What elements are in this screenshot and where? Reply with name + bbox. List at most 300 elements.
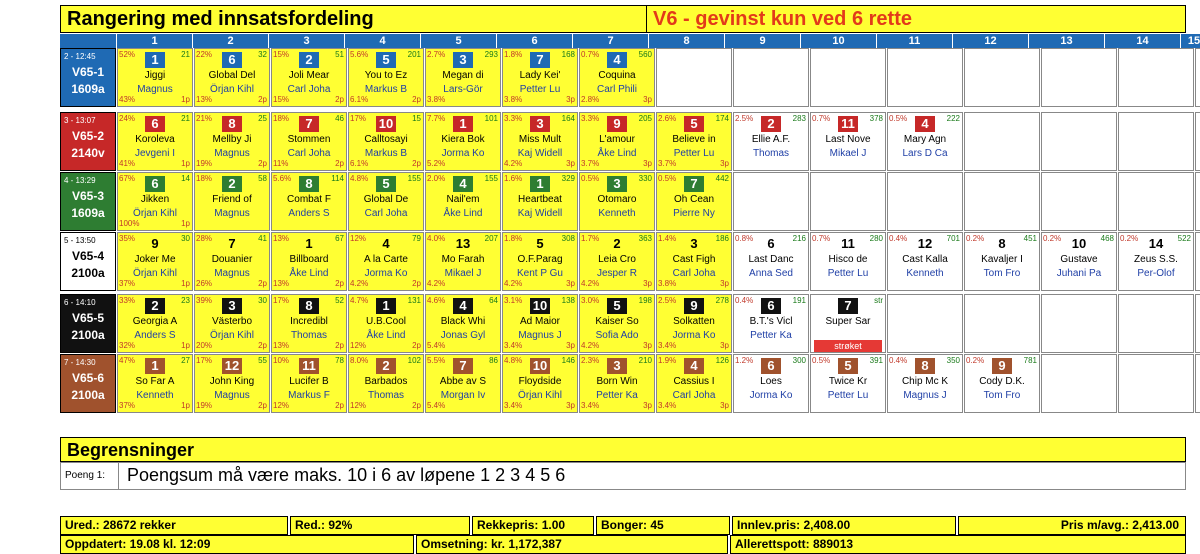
empty-cell[interactable] — [964, 172, 1040, 231]
driver-name: Morgan Iv — [440, 390, 486, 401]
empty-cell[interactable] — [1195, 48, 1200, 107]
points-value: 3p — [566, 159, 575, 168]
bet-percent: 10% — [273, 356, 290, 365]
horse-cell[interactable] — [117, 354, 193, 413]
start-number: 9 — [992, 358, 1012, 374]
rank-number: 442 — [715, 174, 729, 183]
start-number: 3 — [690, 236, 698, 251]
horse-name: Stommen — [287, 134, 331, 145]
distribution-percent: 5.4% — [427, 401, 446, 410]
start-number: 7 — [228, 236, 236, 251]
horse-cell[interactable] — [348, 232, 424, 291]
bet-percent: 17% — [350, 114, 367, 123]
rank-number: 67 — [335, 234, 344, 243]
column-numbers — [60, 34, 1200, 48]
points-value: 2p — [335, 279, 344, 288]
horse-name: A la Carte — [364, 254, 408, 265]
empty-cell[interactable] — [656, 48, 732, 107]
driver-name: Åke Lind — [289, 268, 329, 279]
distribution-percent: 5.2% — [427, 159, 446, 168]
horse-cell[interactable] — [810, 354, 886, 413]
horse-name: Global De — [363, 194, 409, 205]
rank-number: 51 — [335, 50, 344, 59]
start-number: 10 — [530, 358, 550, 374]
column-number-13: 13 — [1029, 34, 1105, 48]
rank-number: 58 — [258, 174, 267, 183]
start-number: 10 — [1071, 236, 1087, 251]
bet-percent: 0.2% — [1120, 234, 1139, 243]
race-time: 4 - 13:29 — [64, 176, 96, 185]
horse-cell[interactable] — [502, 48, 578, 107]
driver-name: Jorma Ko — [364, 268, 408, 279]
race-row — [60, 48, 1186, 107]
bet-percent: 4.8% — [350, 174, 369, 183]
bet-percent: 0.2% — [1043, 234, 1062, 243]
horse-cell[interactable] — [271, 354, 347, 413]
bet-percent: 47% — [119, 356, 136, 365]
horse-cell[interactable] — [502, 294, 578, 353]
empty-cell[interactable] — [1195, 354, 1200, 413]
restrictions-heading: Begrensninger — [60, 437, 1186, 462]
rank-number: 293 — [484, 50, 498, 59]
horse-name: Solkatten — [673, 316, 715, 327]
start-number: 4 — [607, 52, 627, 68]
driver-name: Mikael J — [829, 148, 867, 159]
points-value: 1p — [181, 95, 190, 104]
driver-name: Jorma Ko — [749, 390, 793, 401]
race-distance: 2100a — [71, 266, 105, 280]
horse-name: U.B.Cool — [365, 316, 406, 327]
horse-cell[interactable] — [194, 172, 270, 231]
rank-number: 79 — [412, 234, 421, 243]
driver-name: Åke Lind — [443, 208, 483, 219]
empty-cell[interactable] — [1041, 172, 1117, 231]
bet-percent: 0.2% — [966, 356, 985, 365]
empty-cell[interactable] — [1118, 354, 1194, 413]
distribution-percent: 4.2% — [581, 279, 600, 288]
empty-cell[interactable] — [1118, 172, 1194, 231]
empty-cell[interactable] — [1041, 294, 1117, 353]
bet-percent: 0.5% — [658, 174, 677, 183]
horse-cell[interactable] — [579, 294, 655, 353]
horse-cell[interactable] — [271, 172, 347, 231]
empty-cell[interactable] — [964, 112, 1040, 171]
empty-cell[interactable] — [733, 172, 809, 231]
start-number: 5 — [684, 116, 704, 132]
horse-name: John King — [209, 376, 255, 387]
start-number: 1 — [376, 298, 396, 314]
points-value: 2p — [335, 341, 344, 350]
horse-name: Nail'em — [446, 194, 480, 205]
bet-percent: 1.9% — [658, 356, 677, 365]
driver-name: Petter Ka — [750, 330, 792, 341]
driver-name: Kent P Gu — [517, 268, 563, 279]
horse-name: Hisco de — [828, 254, 868, 265]
distribution-percent: 6.1% — [350, 95, 369, 104]
horse-cell[interactable] — [425, 354, 501, 413]
horse-cell[interactable] — [1041, 232, 1117, 291]
bet-percent: 13% — [273, 234, 290, 243]
points-value: 1p — [181, 401, 190, 410]
start-number: 9 — [607, 116, 627, 132]
empty-cell[interactable] — [887, 294, 963, 353]
race-distance: 2100a — [71, 388, 105, 402]
rank-number: 391 — [869, 356, 883, 365]
distribution-percent: 12% — [350, 341, 367, 350]
points-value: 2p — [335, 95, 344, 104]
race-row — [60, 294, 1186, 353]
distribution-percent: 3.8% — [658, 279, 677, 288]
start-number: 5 — [376, 52, 396, 68]
driver-name: Magnus — [214, 268, 250, 279]
horse-cell[interactable] — [117, 112, 193, 171]
start-number: 9 — [151, 236, 159, 251]
horse-name: Black Whi — [440, 316, 486, 327]
bet-percent: 17% — [273, 296, 290, 305]
points-value: 1p — [181, 159, 190, 168]
start-number: 10 — [376, 116, 396, 132]
rank-number: 155 — [407, 174, 421, 183]
horse-cell[interactable] — [733, 354, 809, 413]
horse-name: L'amour — [599, 134, 635, 145]
start-number: 4 — [453, 176, 473, 192]
horse-cell[interactable] — [810, 294, 886, 353]
start-number: 11 — [838, 116, 858, 132]
horse-cell[interactable] — [579, 354, 655, 413]
distribution-percent: 13% — [273, 341, 290, 350]
driver-name: Carl Phili — [596, 84, 637, 95]
start-number: 5 — [376, 176, 396, 192]
column-number-11: 11 — [877, 34, 953, 48]
driver-name: Örjan Kihl — [133, 208, 177, 219]
horse-cell[interactable] — [194, 48, 270, 107]
driver-name: Mikael J — [444, 268, 482, 279]
start-number: 5 — [838, 358, 858, 374]
bet-percent: 0.5% — [889, 114, 908, 123]
race-time: 7 - 14:30 — [64, 358, 96, 367]
empty-cell[interactable] — [1041, 354, 1117, 413]
distribution-percent: 3.7% — [581, 159, 600, 168]
stat-allerettspott: Allerettspott: 889013 — [730, 535, 1186, 554]
empty-cell[interactable] — [1195, 294, 1200, 353]
rank-number: 191 — [792, 296, 806, 305]
start-number: 2 — [145, 298, 165, 314]
rank-number: str — [874, 296, 883, 305]
points-value: 3p — [720, 341, 729, 350]
horse-name: Lady Kei' — [519, 70, 561, 81]
empty-cell[interactable] — [733, 48, 809, 107]
rank-number: 25 — [258, 114, 267, 123]
horse-cell[interactable] — [194, 232, 270, 291]
empty-cell[interactable] — [887, 48, 963, 107]
bet-percent: 3.3% — [581, 114, 600, 123]
rank-number: 278 — [715, 296, 729, 305]
driver-name: Lars-Gör — [443, 84, 483, 95]
rank-number: 131 — [407, 296, 421, 305]
driver-name: Åke Lind — [366, 330, 406, 341]
driver-name: Markus F — [288, 390, 330, 401]
rank-number: 781 — [1023, 356, 1037, 365]
empty-cell[interactable] — [1118, 48, 1194, 107]
driver-name: Petter Lu — [827, 268, 869, 279]
horse-cell[interactable] — [579, 48, 655, 107]
horse-cell[interactable] — [117, 294, 193, 353]
horse-cell[interactable] — [502, 112, 578, 171]
start-number: 13 — [455, 236, 471, 251]
bet-percent: 5.6% — [273, 174, 292, 183]
empty-cell[interactable] — [1041, 112, 1117, 171]
column-number-6: 6 — [497, 34, 573, 48]
horse-cell[interactable] — [887, 112, 963, 171]
distribution-percent: 26% — [196, 279, 213, 288]
rank-number: 126 — [715, 356, 729, 365]
horse-name: Leia Cro — [598, 254, 636, 265]
distribution-percent: 4.2% — [504, 279, 523, 288]
horse-cell[interactable] — [887, 232, 963, 291]
race-row — [60, 172, 1186, 231]
horse-cell[interactable] — [810, 112, 886, 171]
horse-cell[interactable] — [271, 112, 347, 171]
driver-name: Magnus — [214, 148, 250, 159]
rank-number: 201 — [407, 50, 421, 59]
horse-cell[interactable] — [502, 354, 578, 413]
start-number: 2 — [613, 236, 621, 251]
horse-name: Heartbeat — [518, 194, 562, 205]
rank-number: 86 — [489, 356, 498, 365]
horse-cell[interactable] — [579, 172, 655, 231]
horse-cell[interactable] — [425, 294, 501, 353]
distribution-percent: 19% — [196, 159, 213, 168]
distribution-percent: 6.1% — [350, 159, 369, 168]
horse-cell[interactable] — [656, 232, 732, 291]
empty-cell[interactable] — [1195, 232, 1200, 291]
horse-cell[interactable] — [271, 232, 347, 291]
rank-number: 114 — [331, 174, 344, 183]
driver-name: Juhani Pa — [1056, 268, 1102, 279]
race-distance: 1609a — [71, 206, 105, 220]
driver-name: Markus B — [364, 84, 408, 95]
horse-name: Zeus S.S. — [1134, 254, 1178, 265]
driver-name: Kenneth — [906, 268, 944, 279]
points-value: 3p — [643, 401, 652, 410]
horse-cell[interactable] — [656, 172, 732, 231]
driver-name: Tom Fro — [983, 268, 1021, 279]
bet-percent: 1.4% — [658, 234, 677, 243]
empty-cell[interactable] — [1041, 48, 1117, 107]
game-title-bar — [646, 5, 1186, 33]
rank-number: 21 — [181, 50, 190, 59]
empty-cell[interactable] — [964, 294, 1040, 353]
distribution-percent: 43% — [119, 95, 136, 104]
horse-name: O.F.Parag — [517, 254, 563, 265]
horse-cell[interactable] — [810, 232, 886, 291]
distribution-percent: 13% — [196, 95, 213, 104]
horse-cell[interactable] — [502, 172, 578, 231]
points-value: 2p — [258, 95, 267, 104]
bet-percent: 0.7% — [581, 50, 600, 59]
horse-cell[interactable] — [117, 232, 193, 291]
bet-percent: 5.6% — [350, 50, 369, 59]
start-number: 8 — [299, 176, 319, 192]
stat-ured: Ured.: 28672 rekker — [60, 516, 288, 535]
race-time: 3 - 13:07 — [64, 116, 96, 125]
driver-name: Tom Fro — [983, 390, 1021, 401]
horse-name: Jikken — [140, 194, 170, 205]
horse-cell[interactable] — [656, 112, 732, 171]
race-label — [60, 172, 116, 231]
column-number-7: 7 — [573, 34, 649, 48]
bet-percent: 24% — [119, 114, 136, 123]
horse-cell[interactable] — [194, 354, 270, 413]
start-number: 4 — [453, 298, 473, 314]
bet-percent: 2.5% — [735, 114, 754, 123]
horse-cell[interactable] — [733, 232, 809, 291]
points-value: 3p — [566, 279, 575, 288]
driver-name: Magnus J — [518, 330, 562, 341]
start-number: 7 — [530, 52, 550, 68]
horse-cell[interactable] — [348, 354, 424, 413]
horse-cell[interactable] — [887, 354, 963, 413]
scratched-badge: strøket — [814, 340, 882, 352]
horse-cell[interactable] — [656, 294, 732, 353]
bet-percent: 17% — [196, 356, 213, 365]
horse-name: Mo Farah — [441, 254, 485, 265]
driver-name: Pierre Ny — [673, 208, 715, 219]
horse-name: Miss Mult — [518, 134, 562, 145]
horse-name: Oh Cean — [673, 194, 715, 205]
column-number-8: 8 — [649, 34, 725, 48]
horse-cell[interactable] — [425, 232, 501, 291]
horse-name: Ad Maior — [519, 316, 560, 327]
horse-name: Megan di — [442, 70, 484, 81]
horse-cell[interactable] — [117, 172, 193, 231]
bet-percent: 1.7% — [581, 234, 600, 243]
horse-cell[interactable] — [271, 294, 347, 353]
race-label — [60, 112, 116, 171]
start-number: 1 — [453, 116, 473, 132]
bet-percent: 0.4% — [889, 234, 908, 243]
horse-name: Västerbo — [211, 316, 253, 327]
empty-cell[interactable] — [1195, 112, 1200, 171]
horse-cell[interactable] — [348, 172, 424, 231]
horse-cell[interactable] — [425, 48, 501, 107]
empty-cell[interactable] — [964, 48, 1040, 107]
driver-name: Åke Lind — [597, 148, 637, 159]
start-number: 8 — [222, 116, 242, 132]
bet-percent: 7.7% — [427, 114, 446, 123]
horse-name: Abbe av S — [439, 376, 487, 387]
horse-cell[interactable] — [348, 294, 424, 353]
empty-cell[interactable] — [1118, 294, 1194, 353]
points-value: 2p — [412, 279, 421, 288]
horse-cell[interactable] — [579, 112, 655, 171]
rank-number: 164 — [561, 114, 575, 123]
distribution-percent: 4.2% — [350, 279, 369, 288]
horse-cell[interactable] — [348, 48, 424, 107]
rank-number: 14 — [181, 174, 190, 183]
driver-name: Petter Lu — [519, 84, 561, 95]
horse-cell[interactable] — [733, 294, 809, 353]
driver-name: Magnus J — [903, 390, 947, 401]
horse-cell[interactable] — [425, 172, 501, 231]
bet-percent: 22% — [196, 50, 213, 59]
driver-name: Örjan Kihl — [210, 84, 254, 95]
points-value: 2p — [258, 341, 267, 350]
horse-cell[interactable] — [579, 232, 655, 291]
horse-cell[interactable] — [348, 112, 424, 171]
horse-cell[interactable] — [194, 112, 270, 171]
empty-cell[interactable] — [1195, 172, 1200, 231]
rank-number: 168 — [561, 50, 575, 59]
horse-name: Cody D.K. — [979, 376, 1025, 387]
horse-cell[interactable] — [117, 48, 193, 107]
horse-cell[interactable] — [502, 232, 578, 291]
points-value: 3p — [720, 279, 729, 288]
distribution-percent: 4.2% — [427, 279, 446, 288]
start-number: 2 — [761, 116, 781, 132]
horse-name: Cast Kalla — [902, 254, 948, 265]
start-number: 8 — [998, 236, 1006, 251]
start-number: 6 — [761, 358, 781, 374]
empty-cell[interactable] — [810, 48, 886, 107]
rank-number: 174 — [715, 114, 729, 123]
bet-percent: 3.1% — [504, 296, 523, 305]
horse-cell[interactable] — [425, 112, 501, 171]
horse-cell[interactable] — [1118, 232, 1194, 291]
bet-percent: 1.8% — [504, 50, 523, 59]
rank-number: 198 — [638, 296, 652, 305]
horse-name: Otomaro — [597, 194, 637, 205]
rank-number: 283 — [792, 114, 806, 123]
horse-cell[interactable] — [656, 354, 732, 413]
empty-cell[interactable] — [810, 172, 886, 231]
stat-innlevpris: Innlev.pris: 2,408.00 — [732, 516, 956, 535]
points-value: 2p — [335, 159, 344, 168]
restriction-text: Poengsum må være maks. 10 i 6 av løpene 1 2 3 4 5 6 — [127, 465, 566, 485]
bet-percent: 52% — [119, 50, 136, 59]
driver-name: Jonas Gyl — [440, 330, 486, 341]
points-value: 3p — [720, 159, 729, 168]
empty-cell[interactable] — [887, 172, 963, 231]
ranking-title-bar — [60, 5, 647, 33]
start-number: 12 — [917, 236, 933, 251]
bet-percent: 3.0% — [581, 296, 600, 305]
distribution-percent: 3.4% — [504, 341, 523, 350]
start-number: 3 — [453, 52, 473, 68]
distribution-percent: 3.4% — [581, 401, 600, 410]
horse-name: Born Win — [596, 376, 638, 387]
column-number-10: 10 — [801, 34, 877, 48]
rank-number: 101 — [484, 114, 498, 123]
horse-name: Friend of — [212, 194, 252, 205]
horse-cell[interactable] — [733, 112, 809, 171]
horse-cell[interactable] — [964, 232, 1040, 291]
horse-cell[interactable] — [964, 354, 1040, 413]
start-number: 8 — [299, 298, 319, 314]
empty-cell[interactable] — [1118, 112, 1194, 171]
horse-cell[interactable] — [271, 48, 347, 107]
start-number: 3 — [607, 358, 627, 374]
horse-name: Koroleva — [135, 134, 175, 145]
horse-name: Chip Mc K — [901, 376, 949, 387]
start-number: 5 — [607, 298, 627, 314]
rank-number: 329 — [561, 174, 575, 183]
horse-name: Kiera Bok — [441, 134, 485, 145]
horse-cell[interactable] — [194, 294, 270, 353]
driver-name: Anders S — [134, 330, 176, 341]
driver-name: Magnus — [214, 208, 250, 219]
start-number: 7 — [838, 298, 858, 314]
